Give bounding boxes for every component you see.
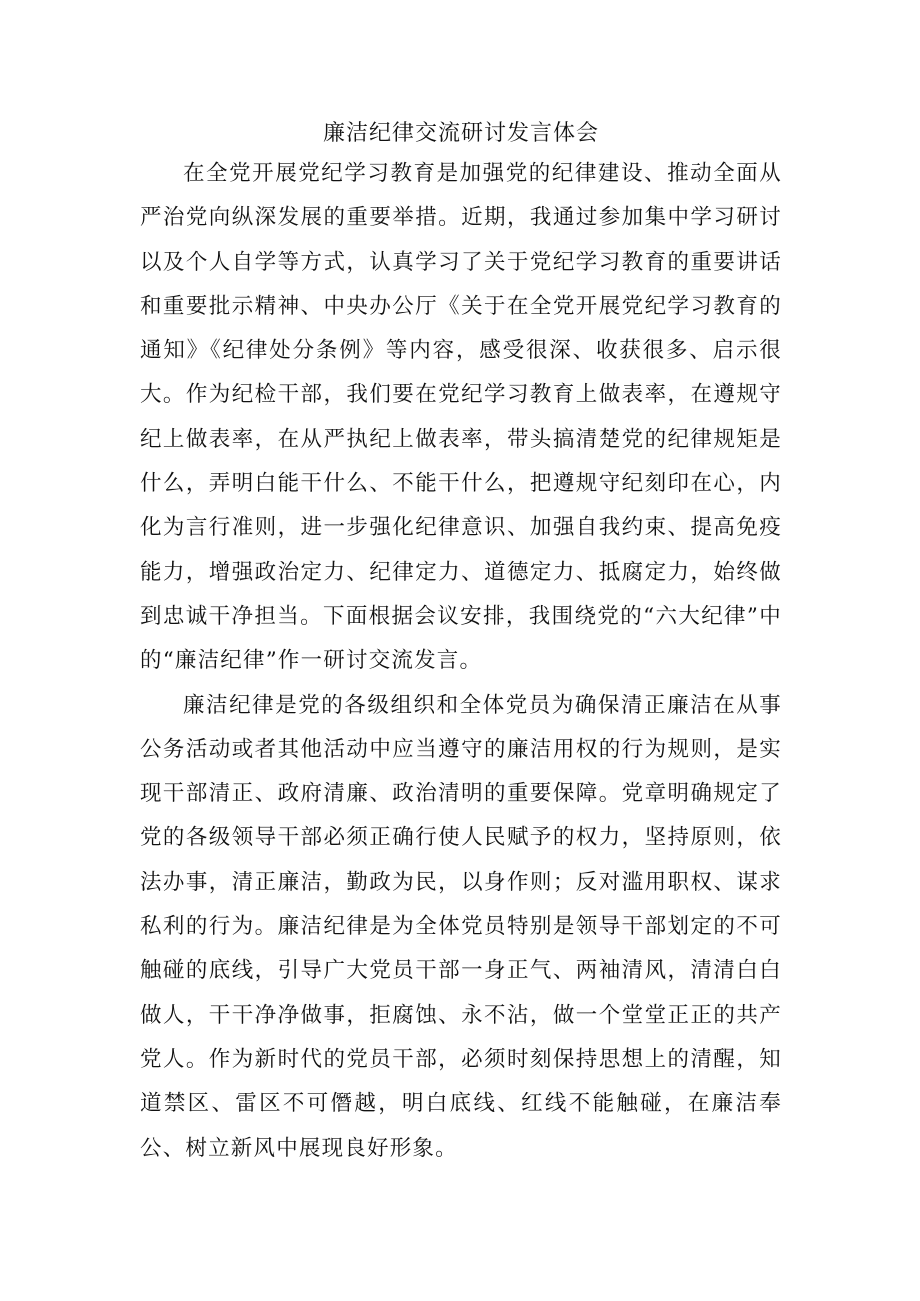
paragraph-1: 在全党开展党纪学习教育是加强党的纪律建设、推动全面从严治党向纵深发展的重要举措。近期，我通过参加集中学习研讨以及个人自学等方式，认真学习了关于党纪学习教育的重要讲话和重要批示精神、中央办公厅《关于在全党开展党纪学习教育的通知》《纪律处分条例》等内容，感受很深、收获很多、启示很大。作为纪检干部，我们要在党纪学习教育上做表率，在遵规守纪上做表率，在从严执纪上做表率，带头搞清楚党的纪律规矩是什么，弄明白能干什么、不能干什么，把遵规守纪刻印在心，内化为言行准则，进一步强化纪律意识、加强自我约束、提高免疫能力，增强政治定力、纪律定力、道德定力、抵腐定力，始终做到忠诚干净担当。下面根据会议安排，我围绕党的“六大纪律”中的“廉洁纪律”作一研讨交流发言。: [140, 161, 782, 674]
paragraph-2: 廉洁纪律是党的各级组织和全体党员为确保清正廉洁在从事公务活动或者其他活动中应当遵守的廉洁用权的行为规则，是实现干部清正、政府清廉、政治清明的重要保障。党章明确规定了党的各级领导干部必须正确行使人民赋予的权力，坚持原则，依法办事，清正廉洁，勤政为民，以身作则；反对滥用职权、谋求私利的行为。廉洁纪律是为全体党员特别是领导干部划定的不可触碰的底线，引导广大党员干部一身正气、两袖清风，清清白白做人，干干净净做事，拒腐蚀、永不沾，做一个堂堂正正的共产党人。作为新时代的党员干部，必须时刻保持思想上的清醒，知道禁区、雷区不可僭越，明白底线、红线不能触碰，在廉洁奉公、树立新风中展现良好形象。: [140, 692, 782, 1161]
document-body: [140, 116, 782, 1171]
document-title: 廉洁纪律交流研讨发言体会: [322, 121, 599, 146]
